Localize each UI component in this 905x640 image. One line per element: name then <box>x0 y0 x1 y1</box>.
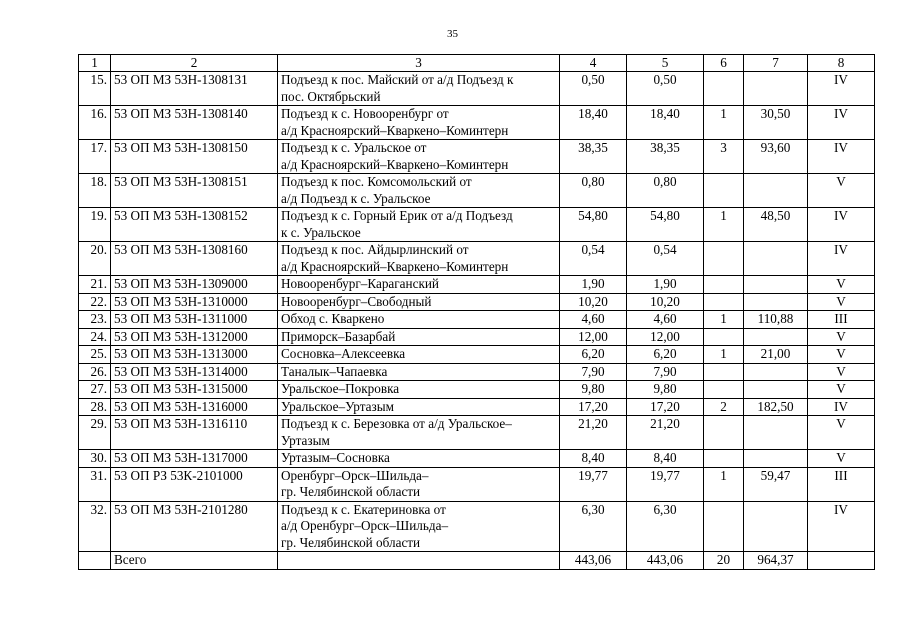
road-name <box>278 174 560 208</box>
road-name-line: Сосновка–Алексеевка <box>281 346 406 361</box>
length-hard-surface: 54,80 <box>627 208 704 242</box>
table-row <box>79 140 875 174</box>
bridges-length: 48,50 <box>744 208 808 242</box>
bridges-count <box>704 293 744 311</box>
road-category: V <box>808 276 875 294</box>
road-category: V <box>808 363 875 381</box>
road-name-line: гр. Челябинской области <box>281 534 421 550</box>
road-code: 53 ОП МЗ 53Н-1308140 <box>111 106 278 140</box>
table-row <box>79 293 875 311</box>
row-number: 24. <box>79 328 111 346</box>
table-row <box>79 363 875 381</box>
bridges-length: 59,47 <box>744 467 808 501</box>
road-name <box>278 208 560 242</box>
length-hard-surface: 9,80 <box>627 381 704 399</box>
road-name-line: гр. Челябинской области <box>281 484 421 499</box>
length-total: 9,80 <box>560 381 627 399</box>
road-name-line: Таналык–Чапаевка <box>281 363 388 379</box>
road-name-line: Уральское–Уртазым <box>281 398 394 414</box>
table-row <box>79 311 875 329</box>
length-total: 19,77 <box>560 467 627 501</box>
length-hard-surface: 18,40 <box>627 106 704 140</box>
road-name-line: а/д Красноярский–Кваркено–Коминтерн <box>281 258 509 274</box>
road-name-line: к с. Уральское <box>281 224 361 240</box>
header-cell: 8 <box>808 55 875 72</box>
table-row <box>79 467 875 501</box>
road-name-line: Оренбург–Орск–Шильда– <box>281 467 429 483</box>
road-name-line: Подъезд к с. Горный Ерик от а/д Подъезд <box>281 208 513 223</box>
road-code: 53 ОП МЗ 53Н-1308160 <box>111 242 278 276</box>
road-category: V <box>808 174 875 208</box>
length-total: 6,20 <box>560 346 627 364</box>
road-name-line: Уральское–Покровка <box>281 381 400 396</box>
road-code: 53 ОП МЗ 53Н-1313000 <box>111 346 278 364</box>
road-name-line: Обход с. Кваркено <box>281 311 385 326</box>
road-name-line: Подъезд к пос. Комсомольский от <box>281 174 472 189</box>
road-name-line: Подъезд к с. Екатериновка от <box>281 501 446 517</box>
bridges-count: 1 <box>704 467 744 501</box>
road-category: V <box>808 328 875 346</box>
row-number: 19. <box>79 208 111 242</box>
length-hard-surface: 8,40 <box>627 450 704 468</box>
length-total: 6,30 <box>560 501 627 552</box>
length-total: 10,20 <box>560 293 627 311</box>
bridges-count: 1 <box>704 106 744 140</box>
row-number: 29. <box>79 416 111 450</box>
road-code: 53 ОП МЗ 53Н-1310000 <box>111 293 278 311</box>
bridges-count <box>704 416 744 450</box>
road-code: 53 ОП РЗ 53К-2101000 <box>111 467 278 501</box>
road-code: 53 ОП МЗ 53Н-1309000 <box>111 276 278 294</box>
road-code: 53 ОП МЗ 53Н-1308150 <box>111 140 278 174</box>
bridges-length <box>744 276 808 294</box>
road-code: 53 ОП МЗ 53Н-1311000 <box>111 311 278 329</box>
table-row <box>79 501 875 552</box>
bridges-length: 21,00 <box>744 346 808 364</box>
bridges-length <box>744 242 808 276</box>
road-name <box>278 140 560 174</box>
road-code: 53 ОП МЗ 53Н-1316000 <box>111 398 278 416</box>
road-category: IV <box>808 106 875 140</box>
bridges-count <box>704 381 744 399</box>
row-number: 27. <box>79 381 111 399</box>
bridges-length <box>744 293 808 311</box>
table-row <box>79 346 875 364</box>
bridges-count <box>704 276 744 294</box>
length-hard-surface: 6,30 <box>627 501 704 552</box>
road-name <box>278 398 560 416</box>
road-name <box>278 381 560 399</box>
road-category: III <box>808 467 875 501</box>
row-number: 31. <box>79 467 111 501</box>
row-number: 32. <box>79 501 111 552</box>
road-category: IV <box>808 398 875 416</box>
row-number: 15. <box>79 72 111 106</box>
total-name-cell <box>278 552 560 570</box>
row-number: 23. <box>79 311 111 329</box>
header-cell: 4 <box>560 55 627 72</box>
length-hard-surface: 7,90 <box>627 363 704 381</box>
road-name-line: а/д Оренбург–Орск–Шильда– <box>281 518 449 533</box>
road-code: 53 ОП МЗ 53Н-1317000 <box>111 450 278 468</box>
road-code: 53 ОП МЗ 53Н-1308131 <box>111 72 278 106</box>
row-number: 22. <box>79 293 111 311</box>
bridges-count: 1 <box>704 208 744 242</box>
road-category: IV <box>808 501 875 552</box>
road-code: 53 ОП МЗ 53Н-1308151 <box>111 174 278 208</box>
row-number: 18. <box>79 174 111 208</box>
bridges-count <box>704 501 744 552</box>
length-hard-surface: 0,80 <box>627 174 704 208</box>
road-name <box>278 328 560 346</box>
bridges-count: 1 <box>704 311 744 329</box>
road-name <box>278 467 560 501</box>
road-code: 53 ОП МЗ 53Н-1308152 <box>111 208 278 242</box>
road-name-line: Приморск–Базарбай <box>281 328 396 344</box>
header-cell: 1 <box>79 55 111 72</box>
bridges-count: 2 <box>704 398 744 416</box>
road-name-line: Уртазым–Сосновка <box>281 450 390 465</box>
bridges-length <box>744 328 808 346</box>
road-category: V <box>808 293 875 311</box>
road-category: III <box>808 311 875 329</box>
length-total: 54,80 <box>560 208 627 242</box>
road-name-line: Новооренбург–Караганский <box>281 276 439 291</box>
road-code: 53 ОП МЗ 53Н-2101280 <box>111 501 278 552</box>
length-hard-surface: 4,60 <box>627 311 704 329</box>
length-total: 12,00 <box>560 328 627 346</box>
road-name-line: Подъезд к с. Новооренбург от <box>281 106 449 121</box>
bridges-length <box>744 363 808 381</box>
road-name-line: пос. Октябрьский <box>281 88 381 104</box>
table-row <box>79 450 875 468</box>
length-hard-surface: 38,35 <box>627 140 704 174</box>
length-total: 0,50 <box>560 72 627 106</box>
header-cell: 2 <box>111 55 278 72</box>
road-name-line: а/д Красноярский–Кваркено–Коминтерн <box>281 156 509 172</box>
road-name <box>278 346 560 364</box>
page-number: 35 <box>447 28 458 40</box>
total-bridges-length: 964,37 <box>744 552 808 570</box>
row-number: 16. <box>79 106 111 140</box>
bridges-length <box>744 72 808 106</box>
road-name-line: Подъезд к с. Уральское от <box>281 140 427 155</box>
bridges-count <box>704 174 744 208</box>
bridges-length <box>744 381 808 399</box>
road-name-line: а/д Красноярский–Кваркено–Коминтерн <box>281 122 509 138</box>
total-category <box>808 552 875 570</box>
bridges-count <box>704 328 744 346</box>
total-number-cell <box>79 552 111 570</box>
length-total: 4,60 <box>560 311 627 329</box>
table-row <box>79 106 875 140</box>
road-name <box>278 416 560 450</box>
total-bridges-count: 20 <box>704 552 744 570</box>
road-name <box>278 242 560 276</box>
header-row <box>79 55 875 72</box>
road-category: V <box>808 450 875 468</box>
length-hard-surface: 12,00 <box>627 328 704 346</box>
road-name <box>278 450 560 468</box>
road-name-line: а/д Подъезд к с. Уральское <box>281 190 431 206</box>
table-row <box>79 208 875 242</box>
length-hard-surface: 21,20 <box>627 416 704 450</box>
length-hard-surface: 6,20 <box>627 346 704 364</box>
bridges-count: 3 <box>704 140 744 174</box>
header-cell: 3 <box>278 55 560 72</box>
total-row <box>79 552 875 570</box>
length-hard-surface: 1,90 <box>627 276 704 294</box>
header-cell: 6 <box>704 55 744 72</box>
road-name-line: Уртазым <box>281 432 330 448</box>
road-name <box>278 363 560 381</box>
total-label: Всего <box>111 552 278 570</box>
bridges-length <box>744 501 808 552</box>
length-hard-surface: 10,20 <box>627 293 704 311</box>
bridges-count <box>704 450 744 468</box>
length-hard-surface: 17,20 <box>627 398 704 416</box>
road-name <box>278 106 560 140</box>
bridges-length <box>744 450 808 468</box>
table-row <box>79 276 875 294</box>
road-code: 53 ОП МЗ 53Н-1314000 <box>111 363 278 381</box>
header-cell: 5 <box>627 55 704 72</box>
bridges-length: 110,88 <box>744 311 808 329</box>
length-total: 0,80 <box>560 174 627 208</box>
road-category: IV <box>808 242 875 276</box>
table-row <box>79 328 875 346</box>
total-length-hard-surface: 443,06 <box>627 552 704 570</box>
road-name-line: Подъезд к пос. Майский от а/д Подъезд к <box>281 72 514 87</box>
road-category: IV <box>808 208 875 242</box>
total-length-total: 443,06 <box>560 552 627 570</box>
road-category: IV <box>808 140 875 174</box>
road-name-line: Новооренбург–Свободный <box>281 293 432 309</box>
table-row <box>79 381 875 399</box>
bridges-count <box>704 242 744 276</box>
length-total: 1,90 <box>560 276 627 294</box>
bridges-count: 1 <box>704 346 744 364</box>
bridges-length: 93,60 <box>744 140 808 174</box>
road-category: V <box>808 416 875 450</box>
bridges-length <box>744 416 808 450</box>
road-name <box>278 311 560 329</box>
length-hard-surface: 19,77 <box>627 467 704 501</box>
bridges-length <box>744 174 808 208</box>
table-row <box>79 416 875 450</box>
row-number: 25. <box>79 346 111 364</box>
table-row <box>79 72 875 106</box>
length-total: 17,20 <box>560 398 627 416</box>
table-row <box>79 242 875 276</box>
length-total: 38,35 <box>560 140 627 174</box>
row-number: 30. <box>79 450 111 468</box>
bridges-length: 30,50 <box>744 106 808 140</box>
length-total: 7,90 <box>560 363 627 381</box>
road-category: V <box>808 381 875 399</box>
table-body <box>79 55 875 570</box>
row-number: 20. <box>79 242 111 276</box>
road-name <box>278 501 560 552</box>
road-name-line: Подъезд к с. Березовка от а/д Уральское– <box>281 416 512 431</box>
length-hard-surface: 0,54 <box>627 242 704 276</box>
length-total: 8,40 <box>560 450 627 468</box>
bridges-count <box>704 363 744 381</box>
road-category: IV <box>808 72 875 106</box>
row-number: 17. <box>79 140 111 174</box>
road-code: 53 ОП МЗ 53Н-1316110 <box>111 416 278 450</box>
roads-table <box>78 54 875 570</box>
bridges-count <box>704 72 744 106</box>
road-code: 53 ОП МЗ 53Н-1312000 <box>111 328 278 346</box>
length-hard-surface: 0,50 <box>627 72 704 106</box>
road-name <box>278 72 560 106</box>
row-number: 28. <box>79 398 111 416</box>
header-cell: 7 <box>744 55 808 72</box>
length-total: 0,54 <box>560 242 627 276</box>
road-name <box>278 276 560 294</box>
bridges-length: 182,50 <box>744 398 808 416</box>
length-total: 21,20 <box>560 416 627 450</box>
length-total: 18,40 <box>560 106 627 140</box>
row-number: 26. <box>79 363 111 381</box>
table-row <box>79 174 875 208</box>
road-name-line: Подъезд к пос. Айдырлинский от <box>281 242 469 257</box>
road-category: V <box>808 346 875 364</box>
road-name <box>278 293 560 311</box>
table-row <box>79 398 875 416</box>
row-number: 21. <box>79 276 111 294</box>
road-code: 53 ОП МЗ 53Н-1315000 <box>111 381 278 399</box>
